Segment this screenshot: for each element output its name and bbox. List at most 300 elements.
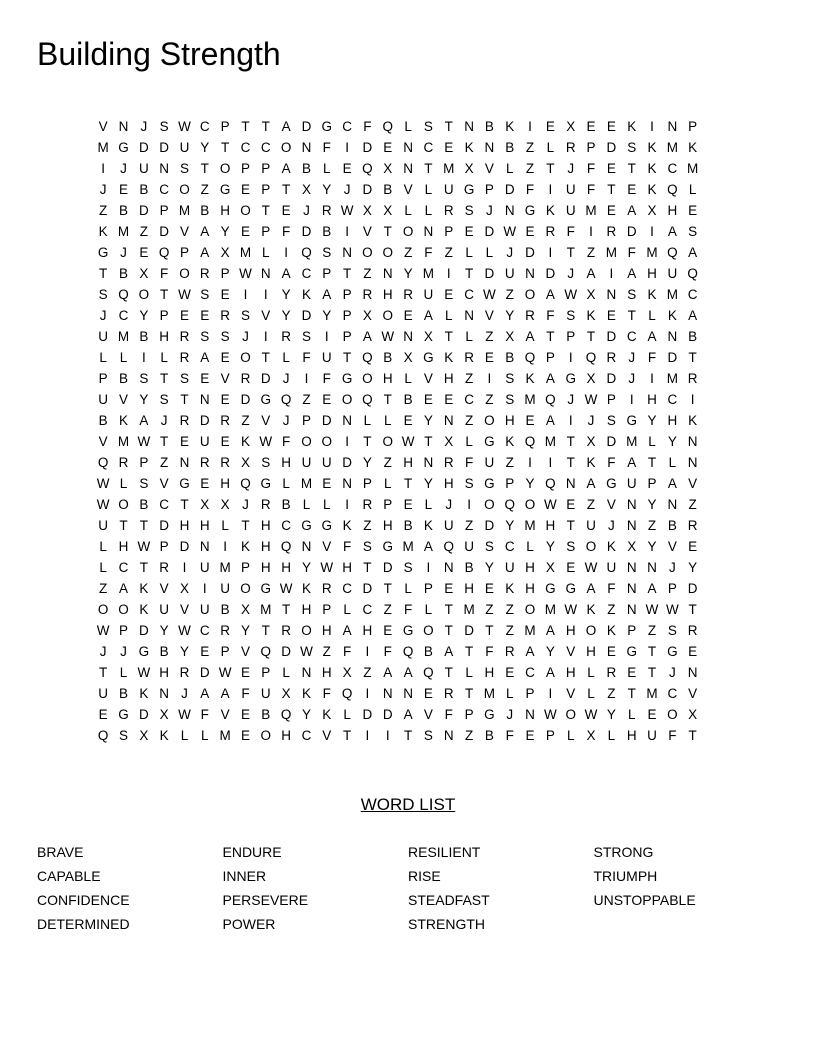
grid-letter: Y — [240, 623, 250, 638]
grid-letter: J — [668, 560, 676, 575]
grid-letter: E — [383, 140, 393, 155]
word-list-item: CONFIDENCE — [37, 892, 130, 908]
grid-letter: V — [220, 371, 230, 386]
grid-letter: K — [606, 623, 616, 638]
grid-letter: P — [444, 224, 454, 239]
grid-row — [93, 431, 723, 452]
grid-letter: H — [199, 518, 210, 533]
grid-letter: T — [383, 392, 392, 407]
grid-letter: W — [645, 602, 659, 617]
grid-letter: P — [606, 392, 616, 407]
grid-letter: L — [485, 245, 494, 260]
grid-letter: S — [627, 140, 637, 155]
grid-letter: L — [323, 497, 331, 512]
grid-letter: S — [688, 224, 698, 239]
grid-letter: E — [606, 161, 616, 176]
grid-letter: V — [606, 497, 616, 512]
grid-letter: P — [484, 182, 494, 197]
grid-letter: I — [182, 560, 187, 575]
grid-letter: U — [98, 392, 109, 407]
grid-letter: T — [119, 518, 128, 533]
grid-letter: V — [403, 182, 413, 197]
grid-letter: J — [120, 245, 127, 260]
grid-letter: Q — [301, 245, 312, 260]
grid-letter: T — [444, 329, 453, 344]
grid-letter: E — [606, 308, 616, 323]
word-list-item: STRENGTH — [408, 916, 485, 932]
grid-letter: K — [322, 707, 332, 722]
grid-letter: X — [688, 707, 698, 722]
grid-letter: Y — [179, 644, 189, 659]
grid-letter: E — [403, 308, 413, 323]
grid-letter: X — [545, 560, 555, 575]
grid-letter: T — [586, 329, 596, 344]
grid-letter: H — [525, 581, 535, 596]
grid-letter: C — [199, 119, 210, 134]
grid-letter: F — [668, 728, 677, 743]
grid-letter: D — [606, 371, 617, 386]
grid-letter: M — [524, 518, 536, 533]
word-list-item: INNER — [222, 868, 267, 884]
grid-letter: F — [586, 182, 596, 197]
grid-letter: F — [627, 245, 636, 260]
grid-letter: D — [159, 140, 170, 155]
grid-letter: V — [159, 476, 169, 491]
grid-letter: K — [301, 581, 311, 596]
grid-letter: C — [342, 581, 352, 596]
grid-letter: Z — [464, 728, 474, 743]
grid-letter: T — [342, 728, 352, 743]
grid-letter: H — [220, 476, 230, 491]
grid-letter: Q — [524, 350, 536, 365]
grid-letter: G — [97, 245, 109, 260]
grid-letter: H — [301, 602, 312, 617]
grid-letter: U — [98, 686, 109, 701]
grid-letter: Z — [464, 518, 474, 533]
grid-letter: N — [525, 707, 535, 722]
grid-letter: E — [484, 350, 494, 365]
grid-letter: I — [365, 686, 370, 701]
grid-letter: P — [139, 455, 149, 470]
grid-letter: M — [646, 245, 658, 260]
grid-letter: B — [484, 728, 494, 743]
grid-letter: F — [281, 434, 291, 449]
grid-letter: A — [423, 539, 433, 554]
grid-letter: A — [220, 686, 230, 701]
grid-letter: H — [484, 665, 495, 680]
grid-letter: X — [179, 581, 189, 596]
grid-letter: E — [566, 497, 576, 512]
grid-letter: O — [260, 728, 272, 743]
grid-letter: Y — [667, 434, 677, 449]
grid-letter: N — [626, 602, 637, 617]
grid-letter: E — [200, 644, 210, 659]
grid-letter: E — [179, 434, 189, 449]
grid-letter: Q — [158, 245, 170, 260]
grid-letter: A — [545, 623, 555, 638]
grid-letter: U — [98, 518, 109, 533]
grid-row — [93, 515, 723, 536]
grid-letter: O — [240, 203, 251, 218]
grid-letter: R — [179, 350, 190, 365]
grid-letter: U — [199, 434, 210, 449]
grid-letter: P — [118, 623, 128, 638]
grid-letter: Y — [484, 560, 494, 575]
grid-letter: J — [628, 371, 636, 386]
grid-letter: C — [687, 287, 698, 302]
grid-letter: A — [688, 308, 698, 323]
grid-letter: T — [261, 623, 270, 638]
grid-letter: K — [586, 455, 596, 470]
grid-letter: L — [465, 434, 473, 449]
grid-letter: U — [138, 161, 149, 176]
grid-letter: Y — [322, 308, 332, 323]
grid-letter: A — [200, 686, 210, 701]
grid-letter: N — [606, 287, 617, 302]
grid-letter: C — [362, 602, 373, 617]
grid-letter: Z — [241, 413, 250, 428]
grid-letter: E — [505, 665, 515, 680]
grid-letter: P — [688, 119, 698, 134]
grid-letter: A — [322, 287, 332, 302]
grid-letter: Z — [505, 287, 514, 302]
grid-letter: E — [688, 203, 698, 218]
grid-letter: J — [567, 161, 575, 176]
grid-letter: H — [118, 539, 129, 554]
grid-letter: M — [483, 686, 496, 701]
grid-letter: R — [199, 266, 210, 281]
grid-letter: S — [566, 308, 576, 323]
grid-letter: F — [566, 224, 575, 239]
grid-letter: W — [178, 287, 191, 302]
grid-letter: C — [667, 161, 678, 176]
grid-letter: L — [424, 602, 433, 617]
grid-row — [93, 389, 723, 410]
grid-letter: M — [117, 434, 130, 449]
grid-letter: L — [180, 728, 189, 743]
grid-letter: N — [342, 245, 352, 260]
grid-letter: K — [342, 518, 352, 533]
grid-letter: H — [159, 329, 170, 344]
grid-letter: Q — [382, 119, 394, 134]
grid-letter: M — [463, 602, 475, 617]
grid-letter: O — [484, 413, 495, 428]
grid-letter: H — [342, 560, 352, 575]
grid-letter: Q — [667, 245, 678, 260]
grid-letter: T — [627, 161, 636, 176]
grid-letter: J — [99, 182, 107, 197]
grid-letter: M — [260, 602, 272, 617]
grid-letter: H — [281, 728, 291, 743]
grid-letter: G — [341, 371, 353, 386]
grid-letter: E — [627, 665, 637, 680]
grid-letter: M — [666, 287, 678, 302]
grid-letter: O — [301, 434, 312, 449]
grid-letter: C — [667, 392, 678, 407]
grid-letter: M — [646, 686, 658, 701]
grid-letter: K — [139, 686, 149, 701]
grid-letter: L — [343, 707, 351, 722]
grid-letter: E — [220, 350, 230, 365]
grid-letter: W — [239, 266, 252, 281]
grid-letter: J — [282, 413, 290, 428]
grid-letter: J — [282, 371, 290, 386]
grid-letter: T — [261, 119, 270, 134]
grid-letter: X — [383, 161, 393, 176]
grid-letter: T — [444, 623, 453, 638]
grid-letter: M — [443, 161, 455, 176]
grid-letter: J — [242, 497, 249, 512]
grid-letter: I — [528, 119, 532, 134]
grid-letter: L — [99, 350, 107, 365]
grid-letter: E — [220, 434, 230, 449]
grid-letter: Z — [363, 665, 372, 680]
grid-letter: S — [98, 287, 108, 302]
grid-letter: Q — [545, 392, 556, 407]
grid-letter: S — [159, 392, 169, 407]
grid-letter: V — [179, 602, 189, 617]
grid-letter: D — [281, 644, 291, 659]
grid-letter: U — [565, 203, 576, 218]
grid-letter: E — [200, 476, 210, 491]
grid-letter: P — [261, 182, 271, 197]
grid-letter: F — [403, 602, 413, 617]
grid-letter: C — [423, 140, 434, 155]
grid-letter: K — [423, 518, 433, 533]
grid-letter: W — [279, 581, 293, 596]
grid-letter: E — [281, 203, 291, 218]
grid-letter: L — [384, 413, 392, 428]
grid-letter: V — [484, 308, 494, 323]
grid-letter: S — [606, 413, 616, 428]
grid-letter: Z — [485, 329, 494, 344]
grid-letter: I — [345, 497, 349, 512]
grid-letter: R — [606, 350, 617, 365]
grid-letter: B — [688, 329, 698, 344]
grid-letter: R — [321, 203, 332, 218]
grid-letter: O — [484, 497, 495, 512]
grid-letter: K — [688, 413, 698, 428]
grid-letter: P — [240, 161, 250, 176]
grid-letter: A — [362, 329, 372, 344]
grid-letter: M — [219, 560, 231, 575]
grid-letter: N — [525, 266, 535, 281]
grid-letter: C — [464, 287, 474, 302]
grid-letter: S — [139, 476, 149, 491]
grid-letter: E — [444, 392, 454, 407]
grid-letter: C — [301, 266, 312, 281]
grid-letter: L — [424, 203, 433, 218]
grid-letter: B — [118, 371, 128, 386]
grid-letter: B — [200, 203, 210, 218]
grid-letter: E — [606, 644, 616, 659]
grid-letter: C — [667, 686, 678, 701]
grid-letter: I — [568, 413, 573, 428]
grid-letter: M — [524, 623, 536, 638]
grid-letter: A — [342, 623, 352, 638]
grid-letter: H — [565, 665, 576, 680]
grid-letter: V — [118, 392, 128, 407]
grid-letter: P — [667, 581, 677, 596]
grid-letter: N — [179, 455, 190, 470]
grid-letter: I — [487, 371, 492, 386]
grid-letter: T — [139, 518, 148, 533]
grid-letter: K — [545, 203, 555, 218]
grid-letter: X — [566, 119, 576, 134]
grid-letter: B — [484, 119, 494, 134]
grid-letter: Z — [363, 518, 372, 533]
grid-letter: A — [525, 644, 535, 659]
grid-letter: L — [221, 518, 229, 533]
grid-letter: Y — [545, 644, 555, 659]
grid-letter: O — [240, 350, 251, 365]
grid-letter: Q — [362, 350, 373, 365]
grid-letter: B — [423, 644, 433, 659]
grid-letter: B — [118, 203, 128, 218]
grid-row — [93, 452, 723, 473]
grid-letter: A — [545, 371, 555, 386]
grid-letter: L — [465, 329, 473, 344]
grid-letter: O — [219, 161, 231, 176]
grid-letter: W — [340, 203, 354, 218]
grid-letter: H — [179, 518, 190, 533]
grid-letter: N — [667, 119, 678, 134]
grid-letter: Z — [302, 392, 311, 407]
grid-letter: I — [548, 245, 553, 260]
grid-letter: J — [628, 350, 636, 365]
grid-letter: R — [179, 665, 190, 680]
grid-row — [93, 704, 723, 725]
grid-letter: N — [199, 392, 210, 407]
grid-letter: F — [363, 119, 372, 134]
grid-letter: Y — [281, 287, 291, 302]
grid-letter: J — [567, 392, 575, 407]
grid-letter: D — [382, 560, 393, 575]
grid-letter: P — [545, 728, 555, 743]
grid-letter: D — [199, 413, 210, 428]
grid-letter: X — [220, 497, 230, 512]
grid-letter: B — [383, 182, 393, 197]
grid-letter: T — [261, 203, 270, 218]
grid-letter: N — [443, 413, 454, 428]
grid-row — [93, 473, 723, 494]
grid-letter: L — [465, 665, 473, 680]
grid-letter: E — [322, 476, 332, 491]
grid-letter: H — [545, 518, 556, 533]
grid-letter: C — [159, 497, 170, 512]
grid-letter: D — [362, 182, 373, 197]
grid-letter: F — [322, 686, 331, 701]
grid-letter: F — [607, 581, 616, 596]
word-list-item: TRIUMPH — [593, 868, 658, 884]
grid-letter: W — [665, 602, 679, 617]
grid-letter: F — [241, 686, 250, 701]
grid-letter: W — [96, 476, 110, 491]
grid-letter: I — [629, 392, 634, 407]
grid-letter: J — [99, 644, 107, 659]
grid-letter: T — [383, 224, 392, 239]
grid-letter: I — [426, 560, 431, 575]
grid-row — [93, 368, 723, 389]
grid-letter: I — [263, 329, 268, 344]
grid-letter: J — [607, 518, 615, 533]
grid-letter: P — [179, 245, 189, 260]
grid-letter: T — [383, 581, 392, 596]
grid-letter: C — [118, 308, 129, 323]
grid-letter: V — [423, 707, 433, 722]
grid-letter: O — [321, 434, 333, 449]
grid-letter: I — [284, 245, 288, 260]
grid-letter: J — [120, 644, 127, 659]
grid-letter: N — [382, 686, 393, 701]
grid-letter: Y — [525, 476, 535, 491]
grid-letter: B — [281, 497, 291, 512]
grid-letter: T — [139, 560, 148, 575]
grid-letter: S — [118, 728, 128, 743]
grid-letter: Z — [99, 581, 108, 596]
grid-letter: E — [484, 581, 494, 596]
grid-letter: B — [403, 518, 413, 533]
grid-letter: O — [280, 140, 292, 155]
grid-letter: T — [180, 392, 189, 407]
grid-letter: O — [301, 623, 312, 638]
grid-row — [93, 641, 723, 662]
grid-letter: P — [240, 560, 250, 575]
grid-letter: A — [423, 308, 433, 323]
grid-letter: F — [505, 728, 514, 743]
grid-letter: Z — [464, 371, 474, 386]
grid-letter: N — [565, 476, 576, 491]
grid-letter: U — [504, 266, 515, 281]
grid-letter: H — [281, 560, 291, 575]
grid-letter: E — [220, 392, 230, 407]
grid-letter: S — [423, 119, 433, 134]
grid-letter: O — [382, 308, 394, 323]
grid-letter: P — [322, 266, 332, 281]
grid-letter: U — [220, 581, 230, 596]
grid-letter: H — [382, 518, 393, 533]
grid-letter: Z — [383, 602, 392, 617]
grid-letter: D — [159, 224, 170, 239]
grid-letter: W — [544, 707, 557, 722]
grid-letter: R — [565, 140, 576, 155]
grid-row — [93, 557, 723, 578]
grid-letter: O — [341, 392, 353, 407]
grid-letter: F — [485, 644, 494, 659]
grid-letter: K — [647, 140, 657, 155]
grid-letter: R — [606, 665, 617, 680]
grid-letter: L — [648, 308, 656, 323]
grid-letter: N — [301, 140, 312, 155]
grid-letter: T — [444, 665, 453, 680]
grid-letter: P — [220, 644, 230, 659]
grid-letter: A — [586, 581, 596, 596]
grid-letter: X — [586, 434, 596, 449]
grid-letter: Z — [99, 203, 108, 218]
grid-letter: T — [485, 623, 494, 638]
grid-letter: H — [281, 455, 291, 470]
grid-letter: H — [321, 665, 332, 680]
grid-letter: I — [141, 350, 146, 365]
grid-letter: D — [362, 581, 373, 596]
grid-letter: M — [666, 140, 678, 155]
grid-letter: Z — [525, 140, 535, 155]
grid-letter: G — [463, 182, 475, 197]
grid-letter: P — [627, 623, 637, 638]
grid-letter: M — [544, 602, 556, 617]
grid-letter: J — [343, 182, 351, 197]
grid-letter: F — [464, 455, 474, 470]
